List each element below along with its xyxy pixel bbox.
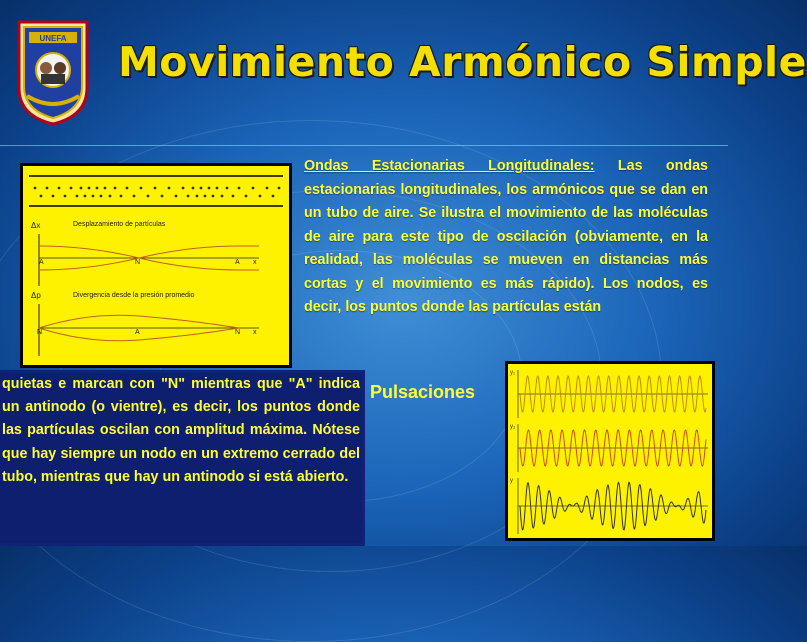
standing-wave-svg <box>23 166 289 365</box>
standing-wave-diagram <box>20 163 292 368</box>
axis-label-dx: Δx <box>31 221 41 230</box>
beats-graph-svg <box>508 364 712 538</box>
standing-waves-heading: Ondas Estacionarias Longitudinales: <box>304 158 595 174</box>
slide-title: Movimiento Armónico Simple <box>118 38 807 86</box>
svg-text:x: x <box>253 259 257 266</box>
university-crest-logo <box>15 18 91 126</box>
beats-graph <box>505 361 715 541</box>
bottom-graph-label: Divergencia desde la presión promedio <box>73 292 195 299</box>
svg-text:y: y <box>510 478 513 484</box>
molecule-dots <box>34 187 281 198</box>
svg-text:y₁: y₁ <box>510 370 516 376</box>
nodes-paragraph: quietas e marcan con "N" mientras que "A" indica un antinodo (o vientre), es decir, los puntos donde las partículas oscilan con amplitud máxima. Nótese que hay siempre un nodo en un extremo cerrado del tubo, mientras que hay un antinodo si está abierto. <box>0 373 362 543</box>
svg-text:y₂: y₂ <box>510 424 516 430</box>
top-graph-label: Desplazamiento de partículas <box>73 221 166 228</box>
antinode-label: A <box>135 329 140 336</box>
node-label: N <box>135 259 141 266</box>
node-label: N <box>235 329 241 336</box>
axis-label-dp: Δp <box>31 291 41 300</box>
antinode-label: A <box>235 259 240 266</box>
divider-line <box>0 145 728 146</box>
antinode-label: A <box>39 259 44 266</box>
standing-waves-text: Las ondas estacionarias longitudinales, los armónicos que se dan en un tubo de aire. Se ilustra el movimiento de las moléculas de aire para este tipo de oscilación (obviamente, en la realidad, las moléculas se mueven en distancias más cortas y el movimiento es más rápido). Los nodos, es decir, los puntos donde las partículas están <box>304 158 708 315</box>
pulses-label: Pulsaciones <box>370 382 476 402</box>
standing-waves-paragraph <box>304 155 708 365</box>
crest-label: UNEFA <box>39 34 67 43</box>
svg-text:x: x <box>253 329 257 336</box>
node-label: N <box>37 329 43 336</box>
